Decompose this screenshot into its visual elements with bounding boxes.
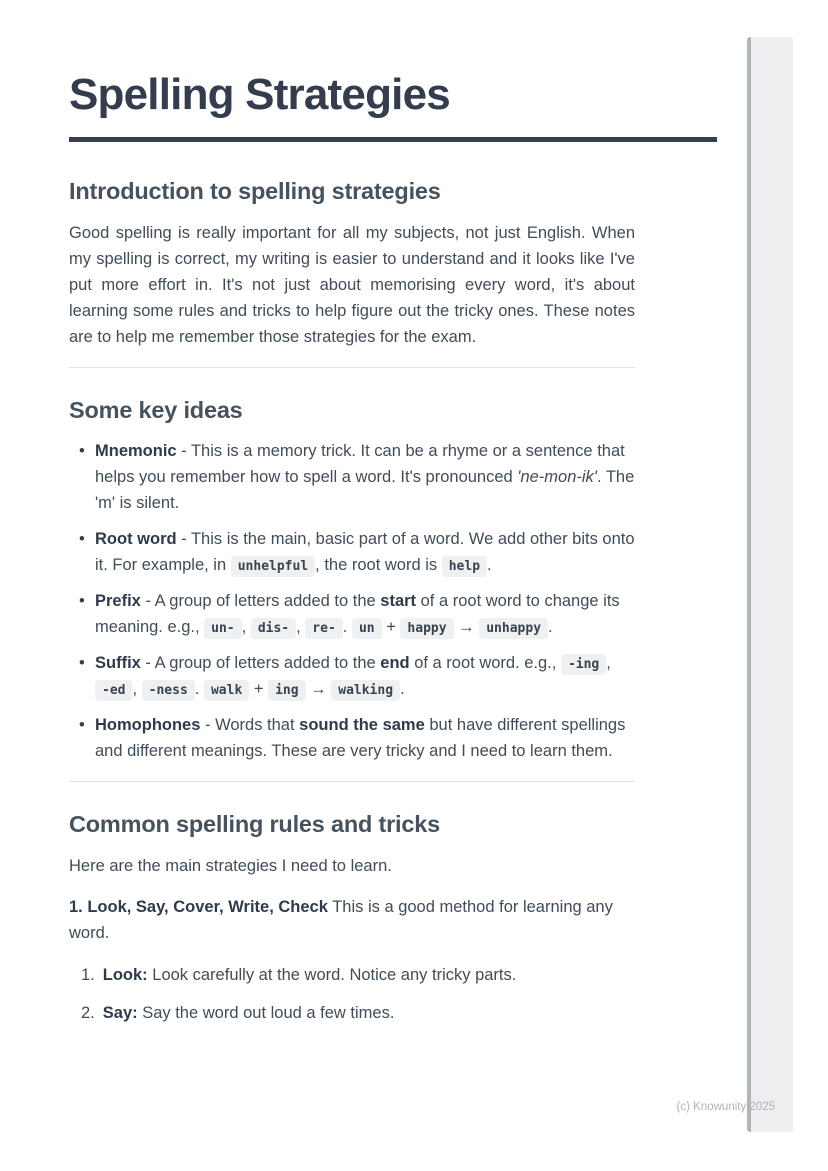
code-chip: -ing — [561, 654, 606, 675]
divider — [69, 781, 635, 782]
code-chip: unhelpful — [231, 556, 315, 577]
code-chip: dis- — [251, 618, 296, 639]
rule1-heading-paragraph: 1. Look, Say, Cover, Write, Check This is a good method for learning any word. — [69, 898, 613, 943]
step-item: 1. Look: Look carefully at the word. Notice any tricky parts. — [81, 966, 517, 985]
code-chip: ing — [268, 680, 305, 701]
document-content — [69, 0, 717, 1038]
code-chip: un — [352, 618, 382, 639]
rules-intro-paragraph: Here are the main strategies I need to learn. — [69, 857, 392, 876]
code-chip: happy — [400, 618, 453, 639]
code-chip: help — [442, 556, 487, 577]
key-idea-item: • Suffix - A group of letters added to the end of a root word. e.g., -ing , -ed , -ness . walk + ing → walking . — [95, 650, 635, 702]
key-idea-item: • Homophones - Words that sound the same but have different spellings and different meanings. These are very tricky and I need to learn them. — [95, 712, 635, 764]
code-chip: -ness — [142, 680, 195, 701]
section-heading-rules: Common spelling rules and tricks — [69, 810, 440, 837]
key-idea-item: • Mnemonic - This is a memory trick. It can be a rhyme or a sentence that helps you remember how to spell a word. It's pronounced 'ne-mon-ik'. The 'm' is silent. — [95, 438, 635, 516]
step-number: 2. — [81, 1004, 95, 1023]
code-chip: walk — [204, 680, 249, 701]
code-chip: re- — [305, 618, 342, 639]
page-title: Spelling Strategies — [69, 70, 450, 119]
section-heading-key-ideas: Some key ideas — [69, 396, 243, 423]
divider — [69, 367, 635, 368]
intro-paragraph: Good spelling is really important for all my subjects, not just English. When my spelling is correct, my writing is easier to understand and it looks like I've put more effort in. It's not just about memorising every word, it's about learning some rules and tricks to help figure out the tricky ones. These notes are to help me remember those strategies for the exam. — [69, 223, 635, 346]
section-heading-intro: Introduction to spelling strategies — [69, 177, 441, 204]
code-chip: un- — [204, 618, 241, 639]
code-chip: unhappy — [479, 618, 548, 639]
code-chip: -ed — [95, 680, 132, 701]
page-edge-strip — [747, 37, 793, 1132]
step-number: 1. — [81, 966, 95, 985]
code-chip: walking — [331, 680, 400, 701]
watermark: (c) Knowunity 2025 — [676, 1101, 775, 1113]
key-ideas-list — [69, 438, 635, 764]
steps-list — [69, 962, 647, 1026]
step-item: 2. Say: Say the word out loud a few times. — [81, 1004, 395, 1023]
key-idea-item: • Root word - This is the main, basic part of a word. We add other bits onto it. For example, in unhelpful , the root word is help . — [95, 526, 635, 578]
title-rule — [69, 137, 717, 142]
key-idea-item: • Prefix - A group of letters added to the start of a root word to change its meaning. e.g., un- , dis- , re- . un + happy → unhappy . — [95, 588, 635, 640]
